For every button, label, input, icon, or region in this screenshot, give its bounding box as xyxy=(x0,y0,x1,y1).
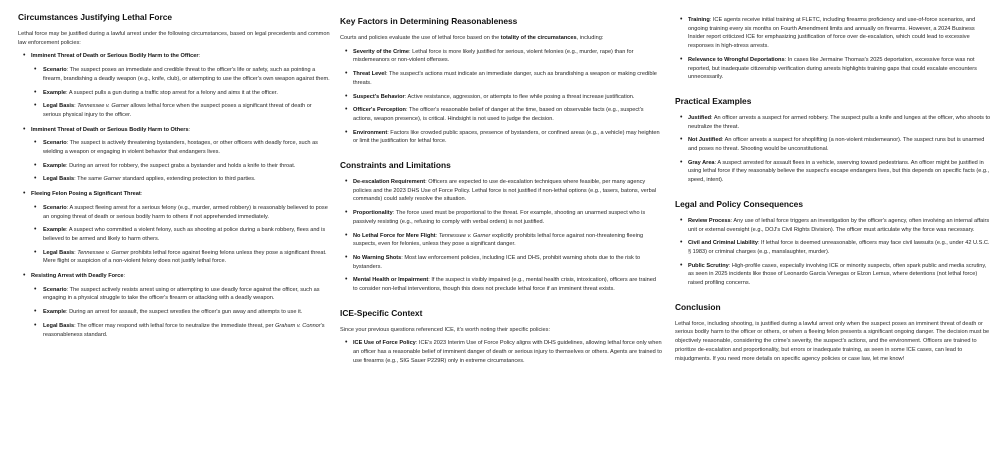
circumstances-intro: Lethal force may be justified during a lawful arrest under the following circumstances, based on legal precedents and common law enforcement policies: xyxy=(18,31,330,46)
circumstance-item: • Imminent Threat of Death or Serious Bodily Harm to Others: xyxy=(18,126,330,135)
legal-item: • Civil and Criminal Liability: If lethal force is deemed unreasonable, officers may face civil lawsuits (e.g., under 42 U.S.C. § 1983) or criminal charges (e.g., manslaughter, murder). xyxy=(675,239,993,256)
practical-item: • Gray Area: A suspect arrested for assault flees in a vehicle, swerving toward pedestrians. An officer might be justified in using lethal force if they reasonably believe the suspect's escape endangers lives, but this depends on specific facts (e.g., speed, intent). xyxy=(675,159,993,185)
example-item: • Example: A suspect who committed a violent felony, such as shooting at police during a bank robbery, flees and is believed to be armed and likely to harm others. xyxy=(18,226,330,243)
constraint-item: • No Warning Shots: Most law enforcement policies, including ICE and DHS, prohibit warning shots due to the risk to bystanders. xyxy=(340,254,662,271)
scenario-item: • Scenario: The suspect actively resists arrest using or attempting to use deadly force against the officer, such as engaging in a physical struggle to take the officer's firearm or attacking with a deadly weapon. xyxy=(18,286,330,303)
section-title-conclusion: Conclusion xyxy=(675,301,721,312)
constraint-item: • No Lethal Force for Mere Flight: Tennessee v. Garner explicitly prohibits lethal force against non-threatening fleeing suspects, even for felonies, unless they pose a significant danger. xyxy=(340,232,662,249)
legal-item: • Public Scrutiny: High-profile cases, especially involving ICE or minority suspects, often spark public and media scrutiny, as seen in 2025 incidents like those of Leonardo Garcia Venegas or Elzon Lemus, where detentions (not lethal force) raised profiling concerns. xyxy=(675,262,993,288)
section-title-circumstances: Circumstances Justifying Lethal Force xyxy=(18,12,173,22)
circumstance-heading: Imminent Threat of Death or Serious Bodily Harm to the Officer xyxy=(31,53,199,60)
column-right xyxy=(675,16,993,363)
scenario-item: • Scenario: The suspect is actively threatening bystanders, hostages, or other officers with deadly force, such as wielding a weapon or engaging in violent behavior that endangers lives. xyxy=(18,139,330,156)
factor-item: • Suspect's Behavior: Active resistance, aggression, or attempts to flee while posing a threat increase justification. xyxy=(340,93,662,102)
column-middle xyxy=(340,16,662,366)
practical-item: • Not Justified: An officer arrests a suspect for shoplifting (a non-violent misdemeanor). The suspect runs but is unarmed and poses no threat. Shooting would be unconstitutional. xyxy=(675,136,993,153)
factor-item: • Officer's Perception: The officer's reasonable belief of danger at the time, based on observable facts (e.g., suspect's actions, weapon presence), is critical. Hindsight is not used to judge the decision. xyxy=(340,106,662,123)
ice-item: • Training: ICE agents receive initial training at FLETC, including firearms proficiency and use-of-force scenarios, and ongoing training every six months on Fourth Amendment limits and annually on firearms. However, a 2024 Business Insider report criticized ICE for emphasizing justification of force over de-escalation, which could lead to excessive responses in high-stress arrests. xyxy=(675,16,993,51)
legal-basis-item: • Legal Basis: Tennessee v. Garner allows lethal force when the suspect poses a significant threat of death or serious physical injury to the officer. xyxy=(18,102,330,119)
conclusion-text: Lethal force, including shooting, is justified during a lawful arrest only when the suspect poses an imminent threat of death or serious bodily harm to the officer or others, or when a fleeing felon presents a significant ongoing danger. The decision must be objectively reasonable, considering the crime's severity, the suspect's actions, and the environment. Officers are trained to prioritize de-escalation and proportionality, but errors or inadequate training, as seen in some ICE cases, can lead to misjudgments. If you need more details on specific agency policies or case law, let me know! xyxy=(675,320,990,362)
legal-basis-item: • Legal Basis: The same Garner standard applies, extending protection to third parties. xyxy=(18,175,330,184)
circumstance-heading: Fleeing Felon Posing a Significant Threat xyxy=(31,191,141,198)
legal-basis-item: • Legal Basis: Tennessee v. Garner prohibits lethal force against fleeing felons unless they pose a significant threat. Mere flight or suspicion of a non-violent felony does not justify lethal force. xyxy=(18,249,330,266)
example-item: • Example: A suspect pulls a gun during a traffic stop arrest for a felony and aims it at the officer. xyxy=(18,89,330,98)
factor-item: • Severity of the Crime: Lethal force is more likely justified for serious, violent felonies (e.g., murder, rape) than for misdemeanors or non-violent offenses. xyxy=(340,48,662,65)
scenario-item: • Scenario: A suspect fleeing arrest for a serious felony (e.g., murder, armed robbery) is reasonably believed to pose an ongoing threat of death or serious bodily harm to others if not apprehended immediately. xyxy=(18,204,330,221)
factor-item: • Threat Level: The suspect's actions must indicate an immediate danger, such as brandishing a weapon or making credible threats. xyxy=(340,70,662,87)
section-title-factors: Key Factors in Determining Reasonableness xyxy=(340,16,518,26)
circumstance-heading: Imminent Threat of Death or Serious Bodily Harm to Others xyxy=(31,126,189,133)
section-title-ice: ICE-Specific Context xyxy=(340,307,423,318)
section-title-constraints: Constraints and Limitations xyxy=(340,160,451,171)
circumstance-heading: Resisting Arrest with Deadly Force xyxy=(31,273,124,280)
factor-item: • Environment: Factors like crowded public spaces, presence of bystanders, or confined areas (e.g., a vehicle) may heighten or limit the justification for lethal force. xyxy=(340,129,662,146)
example-item: • Example: During an arrest for robbery, the suspect grabs a bystander and holds a knife to their throat. xyxy=(18,162,330,171)
ice-item: • ICE Use of Force Policy: ICE's 2023 Interim Use of Force Policy aligns with DHS guidelines, allowing lethal force only when an officer has a reasonable belief of imminent danger of death or serious injury to themselves or others. Agents are trained to use firearms (e.g., SIG Sauer P229R) only in extreme circumstances. xyxy=(340,339,662,365)
legal-item: • Review Process: Any use of lethal force triggers an investigation by the officer's agency, often involving an internal affairs unit or external oversight (e.g., DOJ's Civil Rights Division). The officer must articulate why the force was necessary. xyxy=(675,217,993,234)
practical-item: • Justified: An officer arrests a suspect for armed robbery. The suspect pulls a knife and lunges at the officer, who shoots to neutralize the threat. xyxy=(675,114,993,131)
constraint-item: • De-escalation Requirement: Officers are expected to use de-escalation techniques where feasible, per many agency policies and the 2023 DHS Use of Force Policy. Lethal force is not justified if non-lethal options (e.g., tasers, batons, verbal commands) could safely resolve the situation. xyxy=(340,178,662,204)
ice-intro: Since your previous questions referenced ICE, it's worth noting their specific policies: xyxy=(340,326,551,333)
scenario-item: • Scenario: The suspect poses an immediate and credible threat to the officer's life or safety, such as pointing a firearm, brandishing a deadly weapon (e.g., knife, club), or attempting to use the officer's own weapon against them. xyxy=(18,66,330,83)
ice-item: • Relevance to Wrongful Deportations: In cases like Jermaine Thomas's 2025 deportation, excessive force was not reported, but inadequate citizenship verification during arrests highlights training gaps that could escalate encounters unnecessarily. xyxy=(675,56,993,82)
circumstance-item: • Imminent Threat of Death or Serious Bodily Harm to the Officer: xyxy=(18,52,330,61)
example-item: • Example: During an arrest for assault, the suspect wrestles the officer's gun away and attempts to use it. xyxy=(18,308,330,317)
section-title-practical: Practical Examples xyxy=(675,95,752,106)
constraint-item: • Mental Health or Impairment: If the suspect is visibly impaired (e.g., mental health crisis, intoxication), officers are trained to consider non-lethal interventions, though this does not preclude lethal force if an imminent threat exists. xyxy=(340,276,662,293)
constraint-item: • Proportionality: The force used must be proportional to the threat. For example, shooting an unarmed suspect who is passively resisting (e.g., refusing to comply with verbal orders) is not justified. xyxy=(340,209,662,226)
section-title-legal: Legal and Policy Consequences xyxy=(675,198,803,209)
circumstance-item: • Fleeing Felon Posing a Significant Threat: xyxy=(18,190,330,199)
legal-basis-item: • Legal Basis: The officer may respond with lethal force to neutralize the immediate threat, per Graham v. Connor's reasonableness standard. xyxy=(18,322,330,339)
column-left xyxy=(18,12,330,339)
factors-intro: Courts and policies evaluate the use of lethal force based on the totality of the circumstances, including: xyxy=(340,35,604,41)
circumstance-item: • Resisting Arrest with Deadly Force: xyxy=(18,272,330,281)
